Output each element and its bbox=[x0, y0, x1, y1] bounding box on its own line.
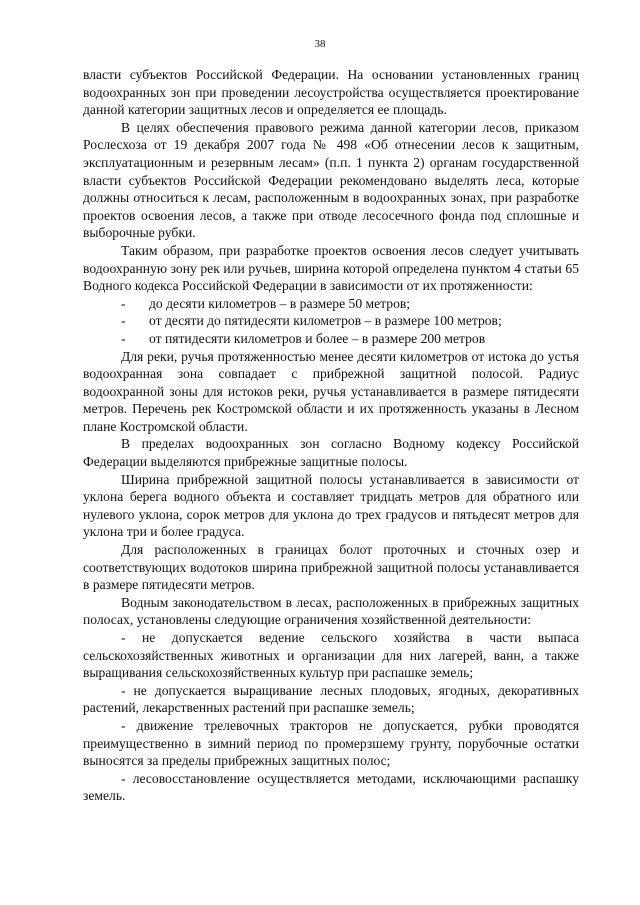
page-number: 38 bbox=[314, 38, 326, 50]
paragraph: Для расположенных в границах болот проточных и сточных озер и соответствующих водотоков ширина прибрежной защитной полосы устанавливается в размере пятидесяти метров. bbox=[83, 542, 579, 593]
list-dash: - bbox=[121, 295, 126, 311]
paragraph: Для реки, ручья протяженностью менее десяти километров от истока до устья водоохранная зона совпадает с прибрежной защитной полосой. Радиус водоохранной зоны для истоков реки, ручья устанавливается в размере пятидесяти метров. Перечень рек Костромской области и их протяженность указаны в Лесном плане Костромской области. bbox=[83, 348, 579, 434]
paragraph: В целях обеспечения правового режима данной категории лесов, приказом Рослесхоза от 19 декабря 2007 года № 498 «Об отнесении лесов к защитным, эксплуатационным и резервным лесам» (п.п. 1 пункта 2) органам государственной власти субъектов Российской Федерации рекомендовано выделять леса, которые должны относиться к лесам, расположенным в водоохранных зонах, при разработке проектов освоения лесов, а также при отводе лесосечного фонда под сплошные и выборочные рубки. bbox=[83, 119, 579, 241]
list-item bbox=[83, 312, 579, 330]
body-text bbox=[83, 66, 579, 805]
list-item-text: от пятидесяти километров и более – в размере 200 метров bbox=[149, 330, 486, 346]
restriction-item: - не допускается выращивание лесных плодовых, ягодных, декоративных растений, лекарственных растений при распашке земель; bbox=[83, 682, 579, 716]
distance-list bbox=[83, 295, 579, 348]
list-item bbox=[83, 295, 579, 313]
paragraph: Ширина прибрежной защитной полосы устанавливается в зависимости от уклона берега водного объекта и составляет тридцать метров для обратного или нулевого уклона, сорок метров для уклона до трех градусов и пятьдесят метров для уклона три и более градуса. bbox=[83, 471, 579, 540]
list-dash: - bbox=[121, 330, 126, 346]
restriction-item: - не допускается ведение сельского хозяйства в части выпаса сельскохозяйственных животных и организации для них лагерей, ванн, а также выращивания сельскохозяйственных культур при распашке земель; bbox=[83, 630, 579, 681]
paragraph: Водным законодательством в лесах, расположенных в прибрежных защитных полосах, установлены следующие ограничения хозяйственной деятельности: bbox=[83, 594, 579, 628]
paragraph: власти субъектов Российской Федерации. На основании установленных границ водоохранных зон при проведении лесоустройства осуществляется проектирование данной категории защитных лесов и определяется ее площадь. bbox=[83, 67, 579, 118]
list-dash: - bbox=[121, 313, 126, 329]
list-item bbox=[83, 330, 579, 348]
paragraph: Таким образом, при разработке проектов освоения лесов следует учитывать водоохранную зону рек или ручьев, ширина которой определена пунктом 4 статьи 65 Водного кодекса Российской Федерации в зависимости от их протяженности: bbox=[83, 242, 579, 294]
restriction-item: - движение трелевочных тракторов не допускается, рубки проводятся преимущественно в зимний период по промерзшему грунту, порубочные остатки выносятся за пределы прибрежных защитных полос; bbox=[83, 717, 579, 769]
list-item-text: от десяти до пятидесяти километров – в размере 100 метров; bbox=[149, 313, 502, 329]
paragraph: В пределах водоохранных зон согласно Водному кодексу Российской Федерации выделяются прибрежные защитные полосы. bbox=[83, 436, 579, 470]
restriction-item: - лесовосстановление осуществляется методами, исключающими распашку земель. bbox=[83, 770, 579, 804]
list-item-text: до десяти километров – в размере 50 метров; bbox=[149, 295, 411, 311]
